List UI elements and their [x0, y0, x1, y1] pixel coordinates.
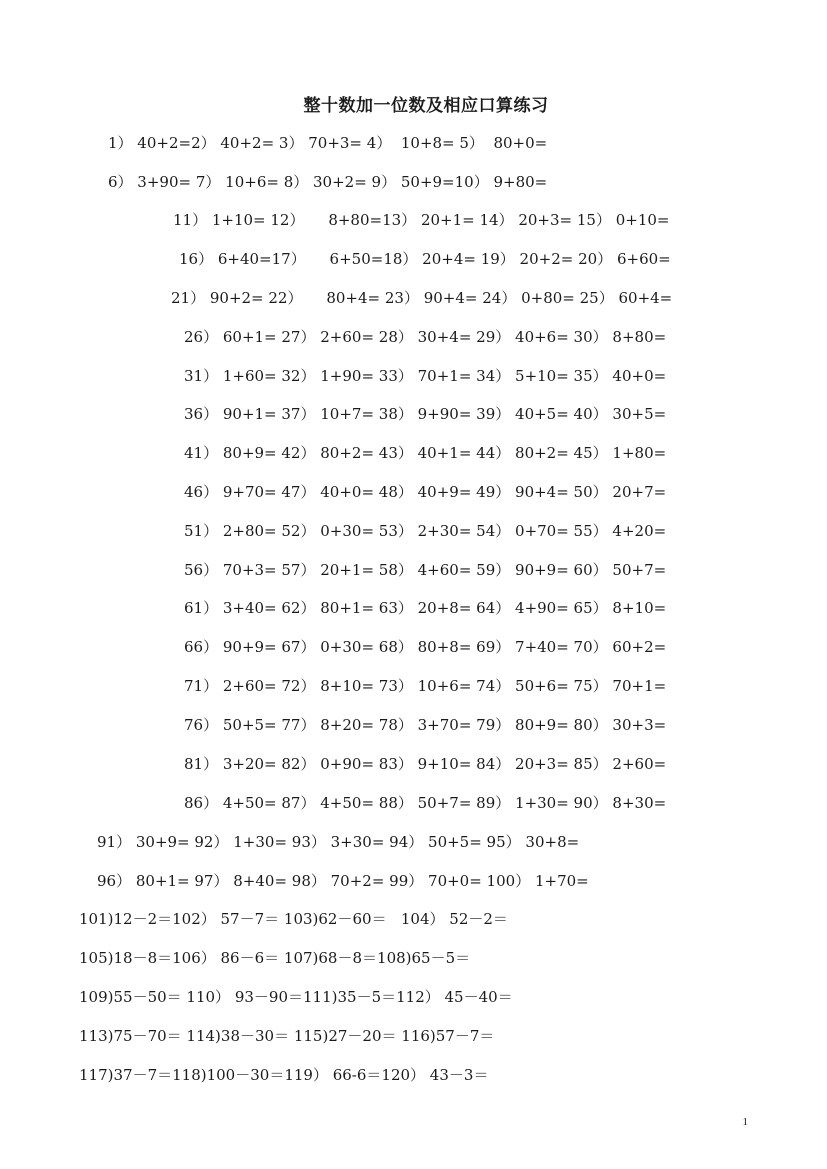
exercise-line-20: 96） 80+1= 97） 8+40= 98） 70+2= 99） 70+0= 100） 1+70=: [97, 872, 589, 890]
exercise-line-11: 51） 2+80= 52） 0+30= 53） 2+30= 54） 0+70= 55） 4+20=: [184, 522, 667, 540]
exercise-line-5: 21） 90+2= 22） 80+4= 23） 90+4= 24） 0+80= 25） 60+4=: [171, 289, 673, 307]
exercise-line-25: 117)37－7＝118)100－30＝119） 66-6＝120） 43－3＝: [79, 1066, 489, 1084]
exercise-line-13: 61） 3+40= 62） 80+1= 63） 20+8= 64） 4+90= 65） 8+10=: [184, 599, 667, 617]
exercise-line-2: 6） 3+90= 7） 10+6= 8） 30+2= 9） 50+9=10） 9+80=: [108, 173, 548, 191]
exercise-line-24: 113)75－70＝ 114)38－30＝ 115)27－20＝ 116)57－7＝: [79, 1027, 495, 1045]
exercise-line-10: 46） 9+70= 47） 40+0= 48） 40+9= 49） 90+4= 50） 20+7=: [184, 483, 667, 501]
exercise-line-6: 26） 60+1= 27） 2+60= 28） 30+4= 29） 40+6= 30） 8+80=: [184, 328, 667, 346]
exercise-line-23: 109)55－50＝ 110） 93－90＝111)35－5＝112） 45－40＝: [79, 988, 513, 1006]
page-number: 1: [742, 1116, 748, 1128]
exercise-line-15: 71） 2+60= 72） 8+10= 73） 10+6= 74） 50+6= 75） 70+1=: [184, 677, 667, 695]
exercise-line-1: 1） 40+2=2） 40+2= 3） 70+3= 4） 10+8= 5） 80+0=: [108, 134, 548, 152]
exercise-line-17: 81） 3+20= 82） 0+90= 83） 9+10= 84） 20+3= 85） 2+60=: [184, 755, 667, 773]
exercise-line-8: 36） 90+1= 37） 10+7= 38） 9+90= 39） 40+5= 40） 30+5=: [184, 405, 667, 423]
exercise-line-18: 86） 4+50= 87） 4+50= 88） 50+7= 89） 1+30= 90） 8+30=: [184, 794, 667, 812]
exercise-line-22: 105)18－8＝106） 86－6＝ 107)68－8＝108)65－5＝: [79, 949, 471, 967]
exercise-line-4: 16） 6+40=17） 6+50=18） 20+4= 19） 20+2= 20） 6+60=: [179, 250, 671, 268]
worksheet-title: 整十数加一位数及相应口算练习: [303, 96, 549, 116]
exercise-line-21: 101)12－2＝102） 57－7＝ 103)62－60＝ 104） 52－2＝: [79, 910, 508, 928]
exercise-line-12: 56） 70+3= 57） 20+1= 58） 4+60= 59） 90+9= 60） 50+7=: [184, 561, 667, 579]
exercise-line-16: 76） 50+5= 77） 8+20= 78） 3+70= 79） 80+9= 80） 30+3=: [184, 716, 667, 734]
exercise-line-3: 11） 1+10= 12） 8+80=13） 20+1= 14） 20+3= 15） 0+10=: [173, 211, 670, 229]
exercise-line-19: 91） 30+9= 92） 1+30= 93） 3+30= 94） 50+5= 95） 30+8=: [97, 833, 580, 851]
exercise-line-14: 66） 90+9= 67） 0+30= 68） 80+8= 69） 7+40= 70） 60+2=: [184, 638, 667, 656]
exercise-line-9: 41） 80+9= 42） 80+2= 43） 40+1= 44） 80+2= 45） 1+80=: [184, 444, 667, 462]
exercise-line-7: 31） 1+60= 32） 1+90= 33） 70+1= 34） 5+10= 35） 40+0=: [184, 367, 667, 385]
